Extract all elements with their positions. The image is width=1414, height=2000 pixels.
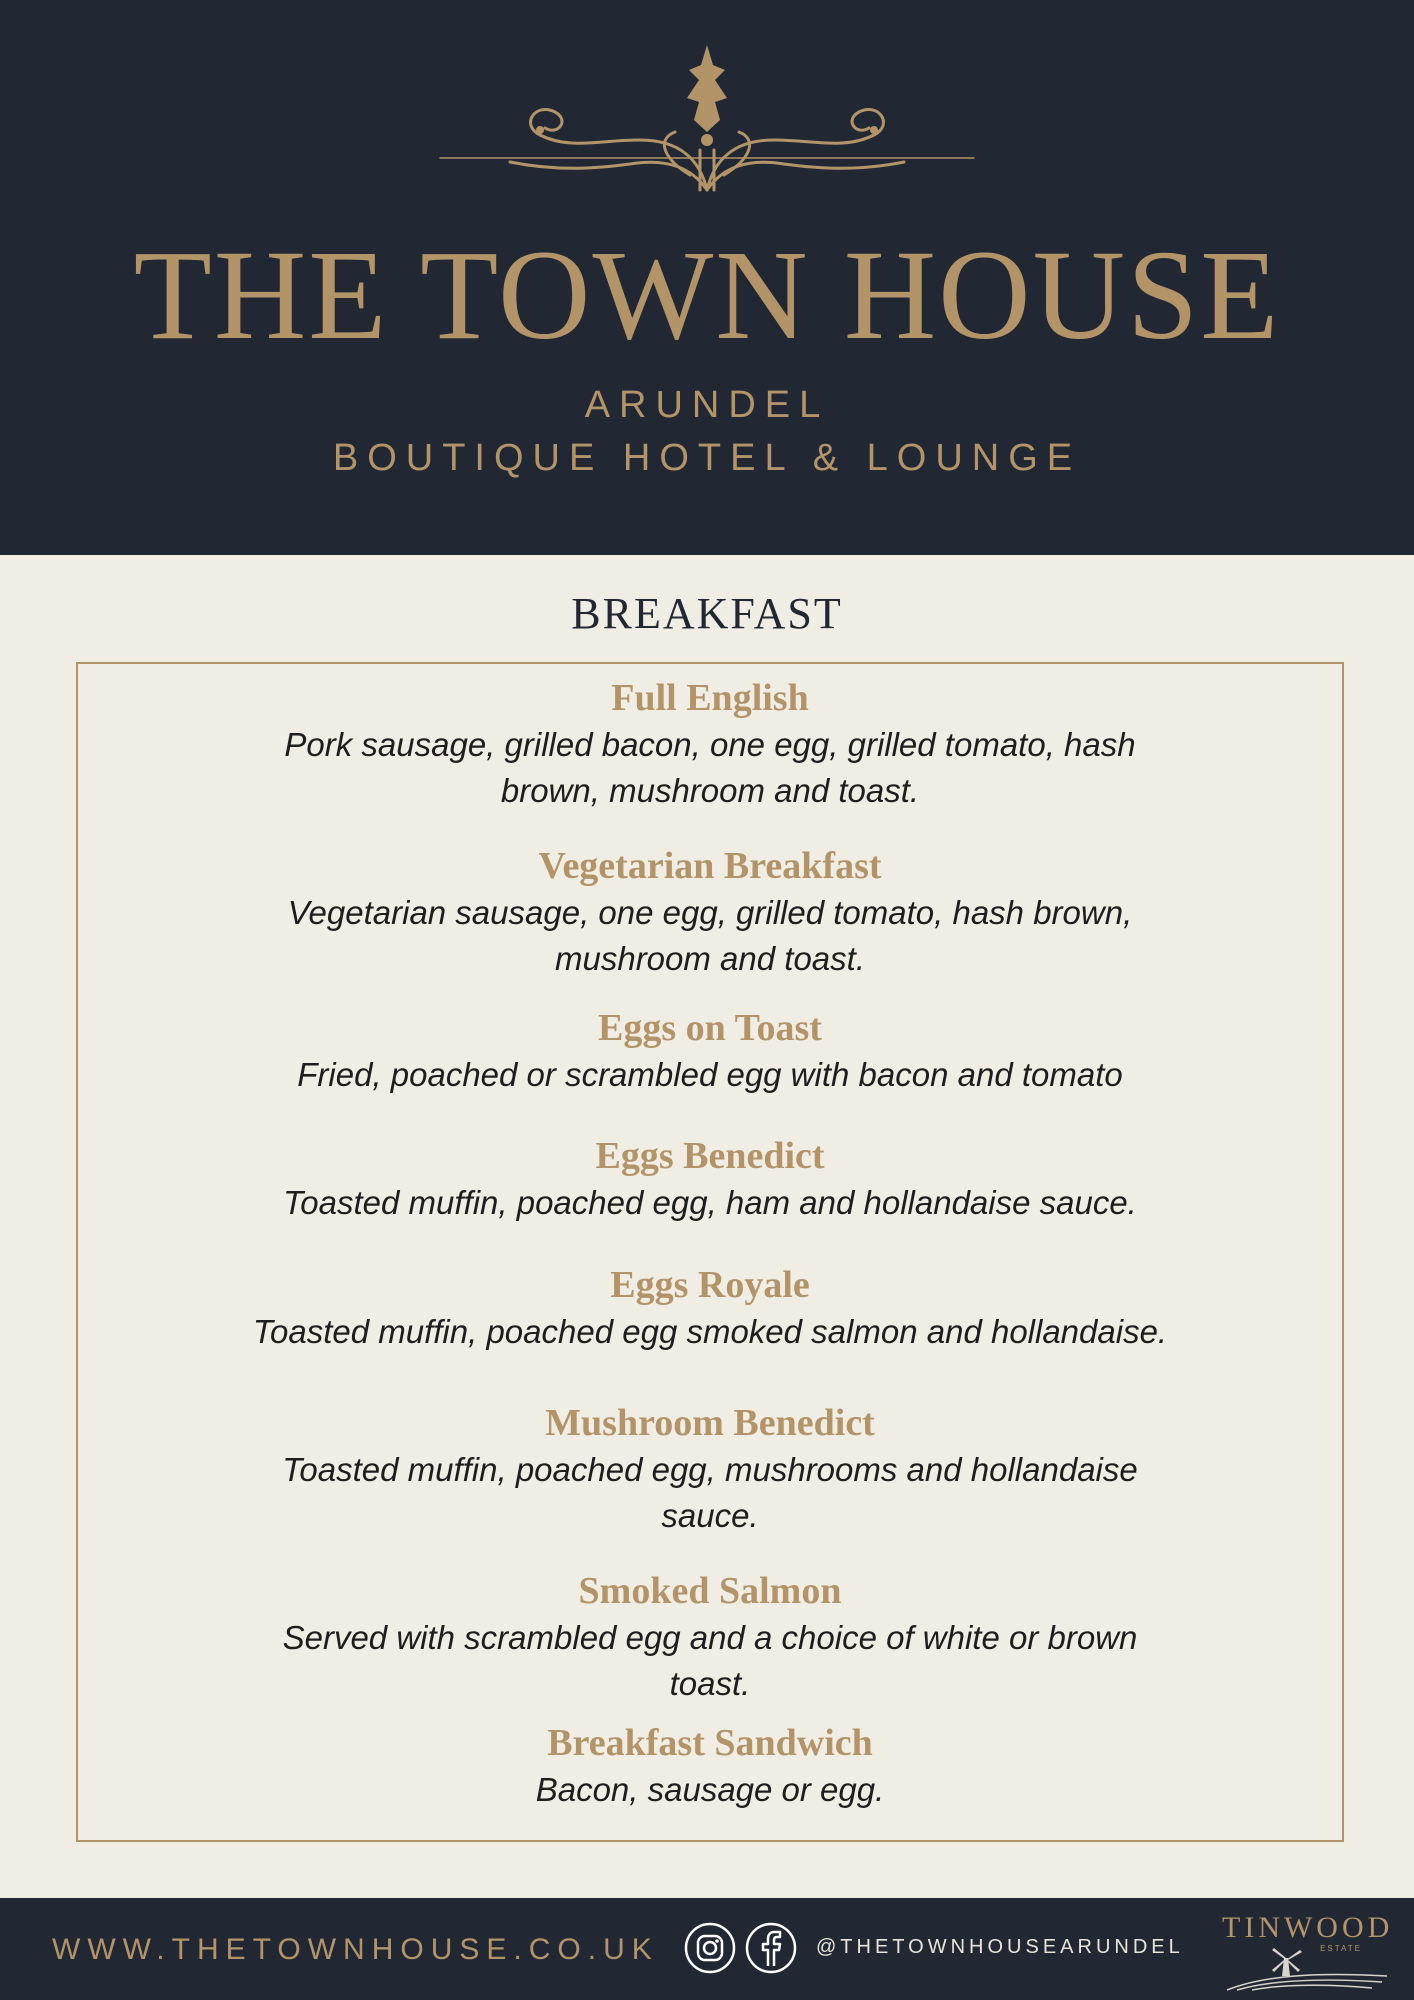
menu-item-vegetarian-breakfast	[78, 842, 1342, 982]
location-subtitle: ARUNDEL	[584, 384, 830, 426]
menu-item-description: Bacon, sausage or egg.	[535, 1771, 885, 1808]
menu-item-description: Toasted muffin, poached egg smoked salmon and hollandaise.	[252, 1313, 1168, 1350]
windmill-landscape-icon	[1222, 1946, 1392, 1992]
menu-item-breakfast-sandwich	[78, 1719, 1342, 1813]
menu-item-mushroom-benedict	[78, 1399, 1342, 1539]
menu-item-smoked-salmon	[78, 1567, 1342, 1707]
footer-bar	[0, 1898, 1414, 2000]
logo-text: TINWOOD	[1222, 1911, 1394, 1944]
menu-section-title: BREAKFAST	[571, 589, 843, 638]
menu-item-description: Vegetarian sausage, one egg, grilled tomato, hash brown, mushroom and toast.	[287, 894, 1133, 977]
hotel-title: THE TOWN HOUSE	[133, 224, 1281, 366]
menu-item-description: Toasted muffin, poached egg, ham and hollandaise sauce.	[283, 1184, 1137, 1221]
menu-item-name: Eggs on Toast	[598, 1007, 822, 1049]
header-banner	[0, 0, 1414, 555]
menu-item-eggs-on-toast	[78, 1004, 1342, 1098]
menu-item-name: Full English	[611, 677, 809, 719]
menu-item-eggs-benedict	[78, 1132, 1342, 1226]
social-handle[interactable]: @THETOWNHOUSEARUNDEL	[816, 1936, 1184, 1958]
menu-item-description: Toasted muffin, poached egg, mushrooms and hollandaise sauce.	[282, 1451, 1138, 1534]
menu-item-name: Breakfast Sandwich	[547, 1722, 873, 1764]
menu-item-name: Mushroom Benedict	[545, 1402, 875, 1444]
instagram-icon[interactable]	[684, 1922, 736, 1974]
menu-item-name: Vegetarian Breakfast	[538, 845, 882, 887]
menu-item-description: Pork sausage, grilled bacon, one egg, grilled tomato, hash brown, mushroom and toast.	[284, 726, 1136, 809]
website-link[interactable]: WWW.THETOWNHOUSE.CO.UK	[52, 1933, 659, 1966]
menu-item-description: Fried, poached or scrambled egg with bacon and tomato	[297, 1056, 1123, 1093]
menu-item-name: Eggs Royale	[610, 1264, 810, 1306]
logo-subtext: ESTATE	[1320, 1944, 1362, 1953]
flourish-ornament-icon	[430, 40, 984, 200]
tagline-subtitle: BOUTIQUE HOTEL & LOUNGE	[332, 437, 1082, 479]
tinwood-estate-logo	[1222, 1910, 1392, 1992]
menu-item-name: Eggs Benedict	[595, 1135, 825, 1177]
facebook-icon[interactable]	[745, 1922, 797, 1974]
menu-list	[76, 662, 1344, 1842]
menu-item-full-english	[78, 674, 1342, 814]
menu-item-name: Smoked Salmon	[578, 1570, 842, 1612]
menu-item-eggs-royale	[78, 1261, 1342, 1355]
menu-item-description: Served with scrambled egg and a choice of white or brown toast.	[282, 1619, 1138, 1702]
